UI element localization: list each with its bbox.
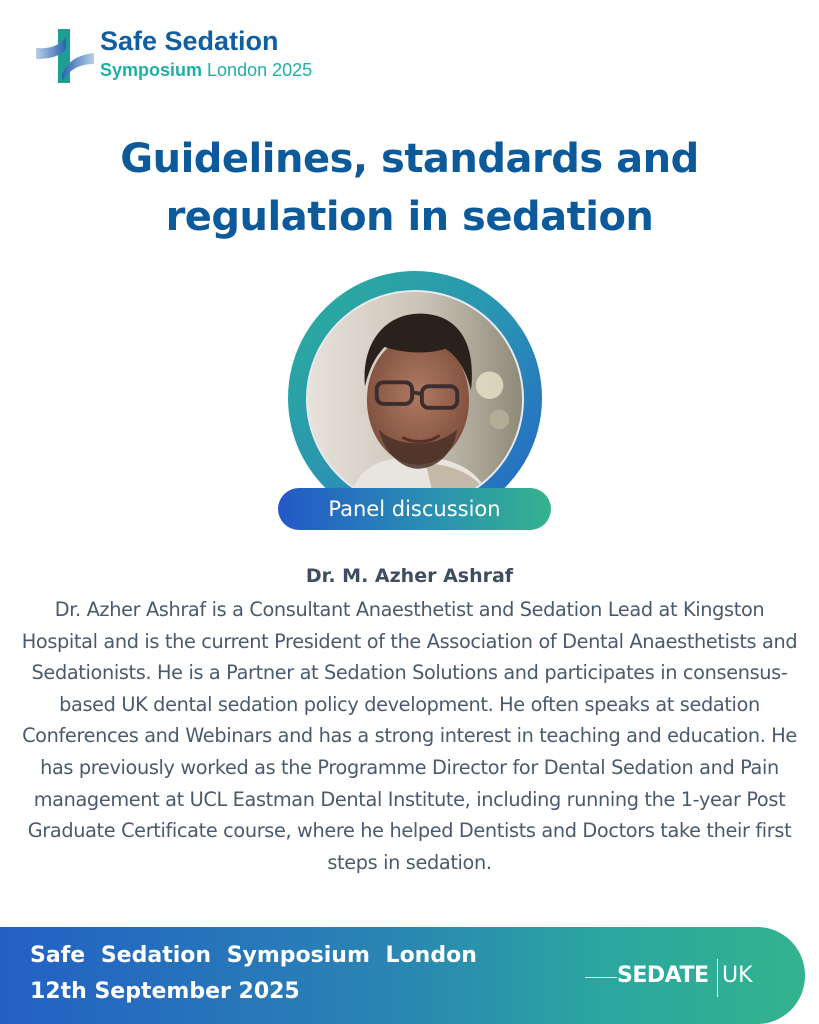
speaker-photo bbox=[308, 292, 522, 506]
footer-banner bbox=[0, 927, 805, 1024]
brand-divider bbox=[717, 959, 718, 997]
brand-dash-decoration bbox=[585, 977, 617, 978]
footer-event-date: 12th September 2025 bbox=[30, 979, 300, 1004]
footer-event-name: Safe Sedation Symposium London bbox=[30, 943, 477, 968]
speaker-bio: Dr. Azher Ashraf is a Consultant Anaesthetist and Sedation Lead at Kingston Hospital and is the current President of the Association of Dental Anaesthetists and Sedationists. He is a Partner at Sedation Solutions and participates in consensus-based UK dental sedation policy development. He often speaks at sedation Conferences and Webinars and has a strong interest in teaching and education. He has previously worked as the Programme Director for Dental Sedation and Pain management at UCL Eastman Dental Institute, including running the 1-year Post Graduate Certificate course, where he helped Dentists and Doctors take their first steps in sedation. bbox=[21, 598, 798, 874]
session-type-badge: Panel discussion bbox=[278, 488, 551, 530]
title-line-2: regulation in sedation bbox=[165, 194, 654, 240]
title-line-1: Guidelines, standards and bbox=[120, 136, 699, 182]
event-logo bbox=[36, 26, 356, 86]
sedate-uk-logo bbox=[585, 957, 775, 997]
logo-subtitle bbox=[100, 60, 312, 81]
logo-subtitle-rest: London 2025 bbox=[202, 60, 313, 80]
cross-swoosh-icon bbox=[36, 29, 96, 83]
brand-main-text: SEDATE bbox=[617, 963, 709, 988]
logo-subtitle-bold: Symposium bbox=[100, 60, 203, 80]
brand-suffix-text: UK bbox=[722, 963, 753, 988]
logo-title: Safe Sedation bbox=[100, 26, 279, 56]
speaker-name: Dr. M. Azher Ashraf bbox=[305, 565, 514, 587]
page-title bbox=[0, 130, 819, 246]
speaker-avatar bbox=[306, 290, 524, 508]
